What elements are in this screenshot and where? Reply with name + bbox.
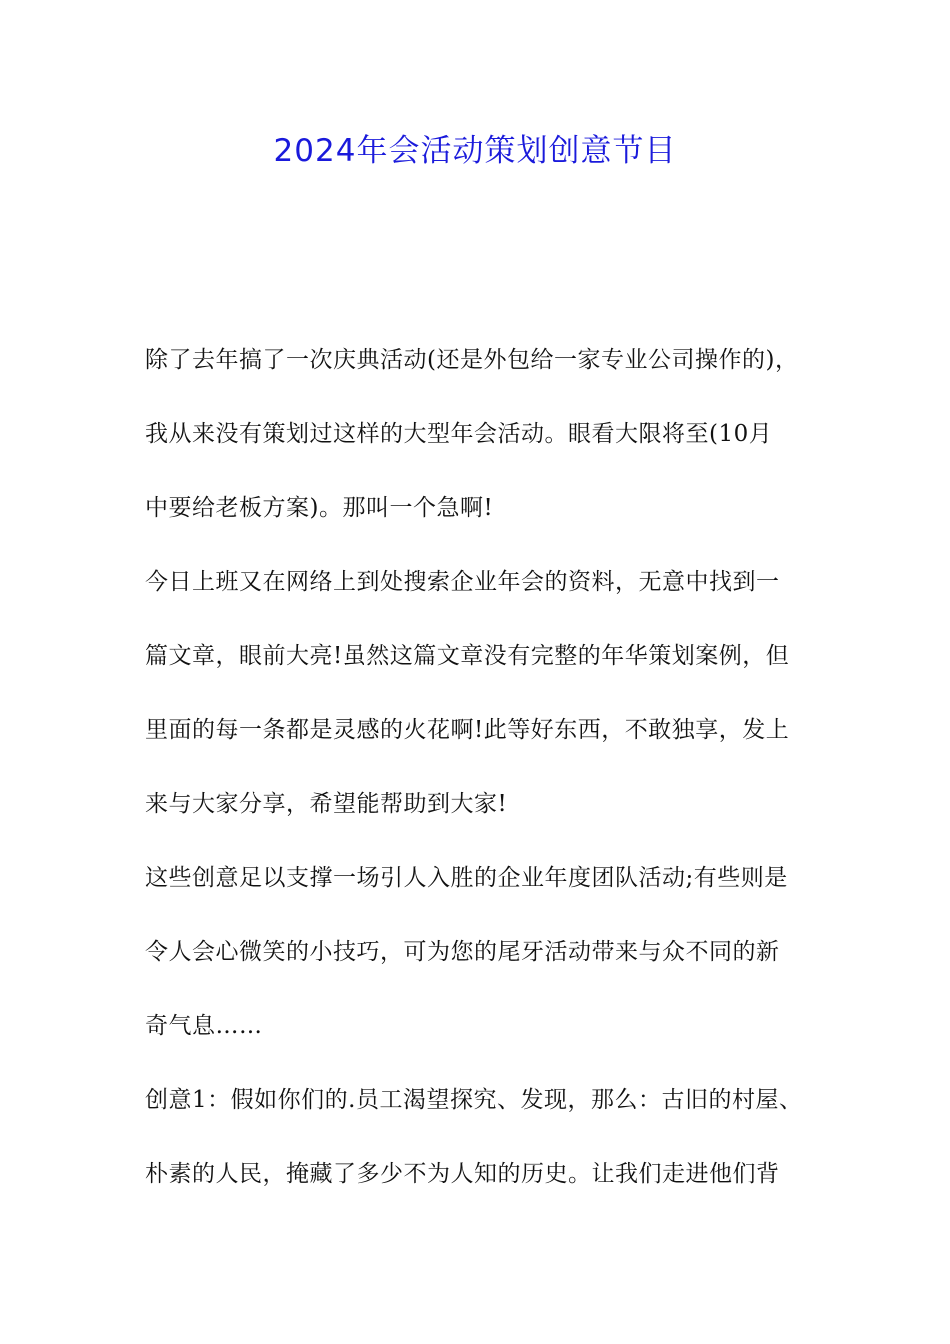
body-line-8: 这些创意足以支撑一场引人入胜的企业年度团队活动;有些则是	[145, 865, 788, 891]
body-line-2: 我从来没有策划过这样的大型年会活动。眼看大限将至(10月	[145, 421, 773, 447]
body-line-4: 今日上班又在网络上到处搜索企业年会的资料，无意中找到一	[145, 569, 780, 595]
body-line-9: 令人会心微笑的小技巧，可为您的尾牙活动带来与众不同的新	[145, 939, 780, 965]
body-line-6: 里面的每一条都是灵感的火花啊!此等好东西，不敢独享，发上	[145, 717, 790, 743]
document-body	[145, 340, 815, 1228]
document-title: 2024年会活动策划创意节目	[273, 133, 677, 169]
body-line-11: 创意1：假如你们的.员工渴望探究、发现，那么：古旧的村屋、	[145, 1087, 803, 1113]
body-line-5: 篇文章，眼前大亮!虽然这篇文章没有完整的年华策划案例，但	[145, 643, 790, 669]
body-line-7: 来与大家分享，希望能帮助到大家!	[145, 791, 508, 817]
body-line-12: 朴素的人民，掩藏了多少不为人知的历史。让我们走进他们背	[145, 1161, 780, 1187]
body-line-10: 奇气息……	[145, 1013, 263, 1039]
body-line-1: 除了去年搞了一次庆典活动(还是外包给一家专业公司操作的)，	[145, 347, 799, 373]
body-line-3: 中要给老板方案)。那叫一个急啊!	[145, 495, 494, 521]
